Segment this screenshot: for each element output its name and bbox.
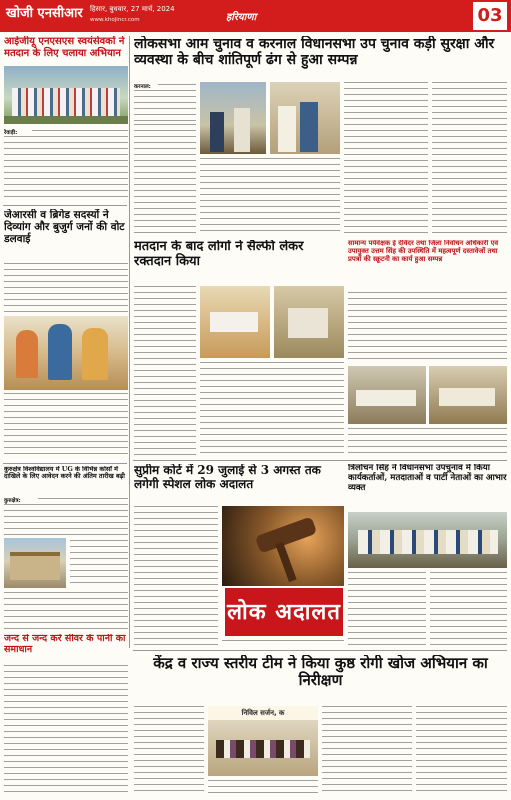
article-body [134,286,196,456]
page-header [0,0,511,32]
article-body [222,640,344,646]
article-headline: जन्द से जन्द करें सीवर के पानी का समाधान [4,634,126,655]
gavel-photo [222,506,344,586]
article-body [200,362,344,456]
column-rule [129,36,130,648]
officials-photo [270,82,340,154]
dateline: हिसार, बुधवार, 27 मार्च, 2024 [90,5,175,13]
scrutiny-photo-2 [429,366,507,424]
article-headline: सामान्य पर्यवेक्षक ई देविंदर तथा जिला निर्वाचन अधिकारी एवं उपायुक्त उत्तम सिंह की उपस्थिति में महत्वपूर्ण दस्तावेजों तथा प्रपत्रों की स्क्रूटनी का कार्य हुआ सम्पन्न [348,240,499,263]
lead-headline: लोकसभा आम चुनाव व करनाल विधानसभा उप चुनाव कड़ी सुरक्षा और व्यवस्था के बीच शांतिपूर्ण ढंग से हुआ सम्पन्न [134,36,495,69]
row-rule [133,460,507,461]
article-body [4,665,128,796]
article-body [4,128,128,202]
article-body [348,428,507,456]
article-headline: केंद्र व राज्य स्तरीय टीम ने किया कुष्ठ रोगी खोज अभियान का निरीक्षण [153,655,488,690]
article-body [70,540,128,588]
article-body [432,82,507,234]
university-photo [4,538,66,588]
polling-photo [200,82,266,154]
article-headline: मतदान के बाद लोगों ने सैल्फी लेकर रक्तदान किया [134,240,304,269]
lok-adalat-banner: लोक अदालत [225,588,343,636]
row-rule [3,205,127,206]
byline: करनाल: [134,84,151,90]
article-body [4,263,128,313]
article-headline: सुप्रीम कोर्ट में 29 जुलाई से 3 अगस्त तक लगेगी स्पेशल लोक अदालत [134,464,321,491]
article-body [134,506,218,646]
article-body [348,292,507,362]
article-headline: कुरुक्षेत्र विश्वविद्यालय में UG के विभिन्न कोर्सों में दाखिले के लिए आवेदन करने की अंतिम तारीख बढ़ी [4,466,125,481]
article-body [200,158,340,234]
inspection-photo [208,706,318,776]
article-headline: जेआरसी व ब्रिगेड सदस्यों ने दिव्यांग और बुजुर्ग जनों की वोट डलवाई [4,209,125,246]
byline: कुरुक्षेत्र: [4,498,21,504]
page-number: 03 [473,2,507,30]
article-body [4,393,128,459]
row-rule [3,463,127,464]
article-body [322,706,412,796]
article-body [344,82,428,234]
photo-sign: निविल सर्जन, क [208,706,318,720]
article-headline: आईजीयू एनएसएस स्वयंसेवकों ने मतदान के लिए चलाया अभियान [4,36,125,59]
article-body [134,124,196,234]
scrutiny-photo-1 [348,366,426,424]
group-photo [4,66,128,124]
article-body [134,706,204,796]
article-body [4,592,128,630]
article-body [416,706,507,796]
voting-photo [4,316,128,390]
article-body [208,780,318,796]
row-rule [133,650,507,651]
blood-donation-photo [200,286,270,358]
masthead: खोजी एनसीआर [6,6,83,21]
article-body [430,572,507,646]
section-title: हरियाणा [226,12,257,23]
camp-photo [274,286,344,358]
article-body [348,572,426,646]
article-headline: त्रिलोचन सिंह ने विधानसभा उपचुनाव में किया कार्यकर्ताओं, मतदाताओं व पार्टी नेताओं का आभार व्यक्त [348,464,507,493]
article-body [134,82,196,122]
website: www.khojincr.com [90,17,140,23]
byline: रेवाड़ी: [4,130,18,136]
party-meeting-photo [348,512,507,568]
article-body [4,496,128,536]
